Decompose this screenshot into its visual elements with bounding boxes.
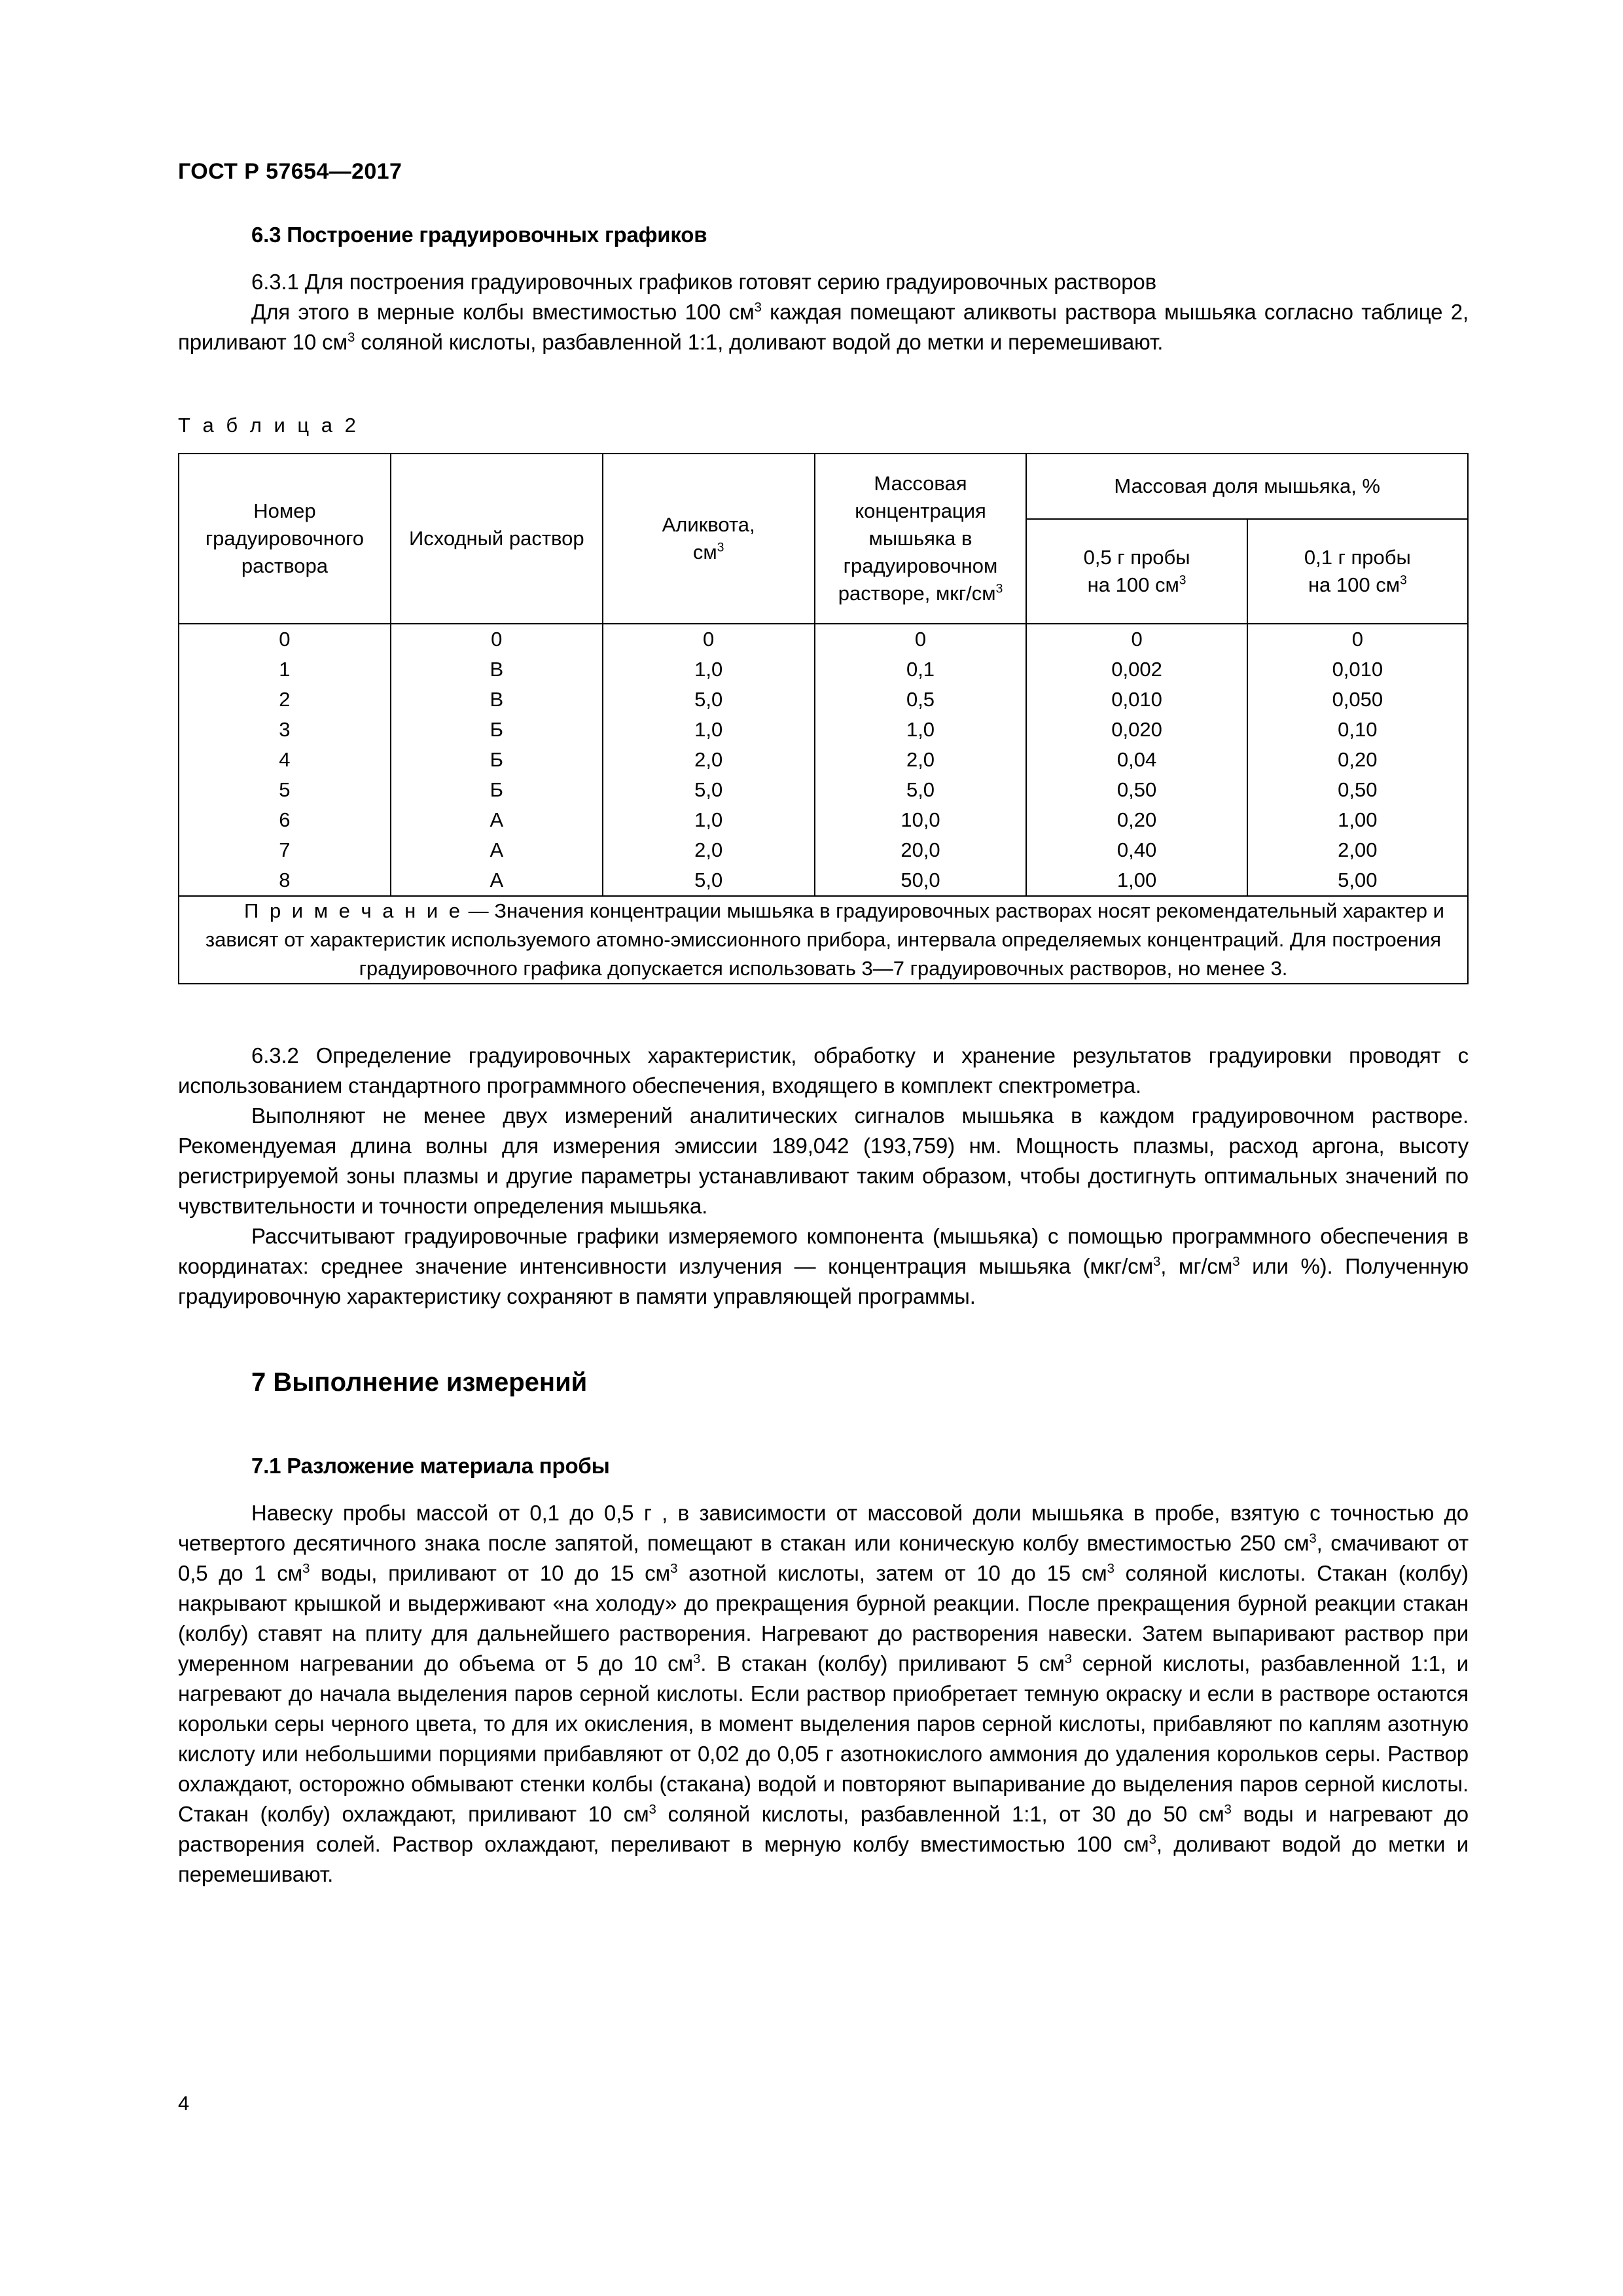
s632c-frag-2: , мг/см: [1160, 1254, 1233, 1278]
table-note-row: [179, 896, 1468, 984]
table-cell: Б: [391, 715, 603, 745]
superscript-3: 3: [1224, 1802, 1232, 1817]
table-head: [179, 454, 1468, 624]
superscript-3: 3: [670, 1561, 678, 1576]
table-cell: 0,020: [1026, 715, 1247, 745]
paragraph-6-3-1-body: [178, 297, 1469, 357]
table-cell: 0: [179, 624, 391, 655]
s71-frag-9: воды и нагревают до растворения солей. Раствор охлаждают, переливают в мерную колбу вместимостью 100 см: [178, 1802, 1469, 1856]
table-cell: 2: [179, 685, 391, 715]
table-body: [179, 624, 1468, 896]
superscript-3: 3: [754, 300, 762, 315]
table-cell: 0,04: [1026, 745, 1247, 775]
table-cell: 0: [1247, 624, 1468, 655]
table-2: [178, 453, 1469, 984]
note-label: П р и м е ч а н и е: [244, 899, 463, 922]
table-cell: 0: [1026, 624, 1247, 655]
superscript-3: 3: [302, 1561, 310, 1576]
th-sample-0-5g-l2: на 100 см: [1087, 573, 1179, 596]
table-cell: 0,1: [815, 655, 1027, 685]
th-aliquot: [603, 454, 815, 624]
table-row: [179, 805, 1468, 835]
table-cell: 1,0: [603, 805, 815, 835]
table-cell: 7: [179, 835, 391, 865]
table-cell: Б: [391, 745, 603, 775]
th-source-solution: Исходный раствор: [391, 454, 603, 624]
superscript-3: 3: [995, 582, 1003, 596]
th-mass-fraction-group: Массовая доля мышьяка, %: [1026, 454, 1468, 519]
table-cell: 4: [179, 745, 391, 775]
superscript-3: 3: [1232, 1254, 1240, 1269]
spacer: [178, 357, 1469, 414]
th-sample-0-1g: [1247, 519, 1468, 624]
table-row: [179, 715, 1468, 745]
s632c-frag-1: Рассчитывают градуировочные графики измеряемого компонента (мышьяка) с помощью программного обеспечения в координатах: среднее значение интенсивности излучения — концентрация мышьяка (мкг/см: [178, 1224, 1469, 1278]
table-cell: 2,0: [603, 835, 815, 865]
table-cell: 0,50: [1247, 775, 1468, 805]
table-cell: 3: [179, 715, 391, 745]
paragraph-7-1-body: [178, 1498, 1469, 1890]
superscript-3: 3: [693, 1651, 701, 1666]
s631-frag-c: соляной кислоты, разбавленной 1:1, доливают водой до метки и перемешивают.: [355, 330, 1164, 354]
note-text: — Значения концентрации мышьяка в градуировочных растворах носят рекомендательный характер и зависят от характеристик используемого атомно-эмиссионного прибора, интервала определяемых концентраций. Для построения градуировочного графика допускается использовать 3—7 градуировочных растворов, но менее 3.: [205, 899, 1444, 980]
table-cell: 0,050: [1247, 685, 1468, 715]
table-row: [179, 685, 1468, 715]
th-aliquot-l2: см: [692, 541, 717, 564]
superscript-3: 3: [347, 330, 355, 345]
table-row: [179, 775, 1468, 805]
table-cell: 1,0: [603, 715, 815, 745]
running-header: ГОСТ Р 57654—2017: [178, 159, 402, 184]
table-cell: 50,0: [815, 865, 1027, 896]
th-sample-0-1g-l2: на 100 см: [1308, 573, 1400, 596]
table-cell: 0,010: [1026, 685, 1247, 715]
table-cell: 0,5: [815, 685, 1027, 715]
s71-frag-1: Навеску пробы массой от 0,1 до 0,5 г , в зависимости от массовой доли мышьяка в пробе, взятую с точностью до четвертого десятичного знака после запятой, помещают в стакан или коническую колбу вместимостью 250 см: [178, 1501, 1469, 1555]
table-cell: 1,00: [1026, 865, 1247, 896]
table-cell: 5,0: [603, 775, 815, 805]
table-cell: 0: [815, 624, 1027, 655]
s71-frag-6: . В стакан (колбу) приливают 5 см: [700, 1651, 1065, 1676]
table-cell: 5,00: [1247, 865, 1468, 896]
superscript-3: 3: [649, 1802, 656, 1817]
page-content: [178, 223, 1469, 1890]
superscript-3: 3: [1400, 573, 1407, 588]
s71-frag-10: , доливают водой до метки и перемешивают.: [178, 1832, 1469, 1886]
table-cell: 2,0: [603, 745, 815, 775]
table-caption: Т а б л и ц а 2: [178, 414, 359, 437]
paragraph-6-3-2: 6.3.2 Определение градуировочных характеристик, обработку и хранение результатов градуировки проводят с использованием стандартного программного обеспечения, входящего в комплект спектрометра.: [178, 1043, 1469, 1098]
table-row: [179, 745, 1468, 775]
superscript-3: 3: [1153, 1254, 1161, 1269]
s71-frag-2: , смачивают от 0,5 до 1 см: [178, 1531, 1469, 1585]
th-mass-concentration: [815, 454, 1027, 624]
table-cell: В: [391, 685, 603, 715]
heading-7: 7 Выполнение измерений: [251, 1368, 588, 1397]
spacer: [178, 1312, 1469, 1368]
table-cell: 0,50: [1026, 775, 1247, 805]
s632c-frag-3: или %). Полученную градуировочную характеристику сохраняют в памяти управляющей программы.: [178, 1254, 1469, 1308]
table-row: [179, 835, 1468, 865]
table-row: [179, 655, 1468, 685]
superscript-3: 3: [1309, 1531, 1317, 1546]
table-cell: 5: [179, 775, 391, 805]
table-cell: А: [391, 865, 603, 896]
table-cell: 0,20: [1247, 745, 1468, 775]
spacer: [178, 984, 1469, 1041]
table-cell: 2,0: [815, 745, 1027, 775]
s71-frag-5: соляной кислоты. Стакан (колбу) накрывают крышкой и выдерживают «на холоду» до прекращения бурной реакции. После прекращения бурной реакции стакан (колбу) ставят на плиту для дальнейшего растворения. Нагревают до растворения навески. Затем выпаривают раствор при умеренном нагревании до объема от 5 до 10 см: [178, 1561, 1469, 1676]
superscript-3: 3: [1149, 1832, 1156, 1847]
table-cell: А: [391, 805, 603, 835]
s71-frag-7: серной кислоты, разбавленной 1:1, и нагревают до начала выделения паров серной кислоты. Если раствор приобретает темную окраску и если в растворе остаются корольки серы черного цвета, то для их окисления, в момент выделения паров серной кислоты, прибавляют по каплям азотную кислоту или небольшими порциями прибавляют от 0,02 до 0,05 г азотнокислого аммония до удаления корольков серы. Раствор охлаждают, осторожно обмывают стенки колбы (стакана) водой и повторяют выпаривание до выделения паров серной кислоты. Стакан (колбу) охлаждают, приливают 10 см: [178, 1651, 1469, 1826]
table-cell: 1,0: [815, 715, 1027, 745]
s71-frag-3: воды, приливают от 10 до 15 см: [310, 1561, 671, 1585]
paragraph-calibration-curves: [178, 1221, 1469, 1312]
table-cell: 1,00: [1247, 805, 1468, 835]
table-row: [179, 865, 1468, 896]
superscript-3: 3: [1064, 1651, 1072, 1666]
superscript-3: 3: [717, 541, 724, 555]
s71-frag-4: азотной кислоты, затем от 10 до 15 см: [677, 1561, 1107, 1585]
table-cell: 0,20: [1026, 805, 1247, 835]
s631-frag-a: Для этого в мерные колбы вместимостью 100 см: [251, 300, 755, 324]
paragraph-6-3-1-text: 6.3.1 Для построения градуировочных графиков готовят серию градуировочных растворов: [251, 270, 1156, 294]
table-cell: 10,0: [815, 805, 1027, 835]
table-cell: В: [391, 655, 603, 685]
table-cell: 0: [603, 624, 815, 655]
table-header-row: [179, 454, 1468, 519]
table-cell: 2,00: [1247, 835, 1468, 865]
th-mass-concentration-text: Массовая концентрация мышьяка в градуировочном растворе, мкг/см: [838, 472, 998, 605]
th-aliquot-l1: Аликвота,: [662, 513, 755, 536]
heading-7-1: 7.1 Разложение материала пробы: [251, 1454, 610, 1478]
table-cell: 8: [179, 865, 391, 896]
table-cell: 0,10: [1247, 715, 1468, 745]
table-cell: 0,010: [1247, 655, 1468, 685]
table-cell: А: [391, 835, 603, 865]
paragraph-measurements: Выполняют не менее двух измерений аналитических сигналов мышьяка в каждом градуировочном растворе. Рекомендуемая длина волны для измерения эмиссии 189,042 (193,759) нм. Мощность плазмы, расход аргона, высоту регистрируемой зоны плазмы и другие параметры устанавливают таким образом, чтобы достигнуть оптимальных значений по чувствительности и точности определения мышьяка.: [178, 1103, 1469, 1218]
th-sample-0-5g-l1: 0,5 г пробы: [1083, 546, 1190, 569]
table-cell: 5,0: [603, 685, 815, 715]
table-cell: 1,0: [603, 655, 815, 685]
th-sample-0-1g-l1: 0,1 г пробы: [1304, 546, 1411, 569]
superscript-3: 3: [1107, 1561, 1115, 1576]
table-cell: 0,002: [1026, 655, 1247, 685]
table-cell: 6: [179, 805, 391, 835]
table-foot: [179, 896, 1468, 984]
table-cell: 0: [391, 624, 603, 655]
s71-frag-8: соляной кислоты, разбавленной 1:1, от 30 до 50 см: [656, 1802, 1224, 1826]
superscript-3: 3: [1179, 573, 1186, 588]
th-solution-number: Номер градуировочного раствора: [179, 454, 391, 624]
table-row: [179, 624, 1468, 655]
table-note-cell: [179, 896, 1468, 984]
table-cell: 20,0: [815, 835, 1027, 865]
spacer: [178, 1397, 1469, 1454]
th-sample-0-5g: [1026, 519, 1247, 624]
table-cell: 0,40: [1026, 835, 1247, 865]
table-cell: 5,0: [603, 865, 815, 896]
s631-frag-b: каждая помещают аликвоты раствора мышьяка согласно таблице 2, приливают 10 см: [178, 300, 1469, 354]
page-number: 4: [178, 2092, 190, 2115]
table-cell: 1: [179, 655, 391, 685]
heading-6-3: 6.3 Построение градуировочных графиков: [251, 223, 707, 247]
paragraph-6-3-1: [178, 267, 1469, 297]
table-cell: 5,0: [815, 775, 1027, 805]
table-cell: Б: [391, 775, 603, 805]
